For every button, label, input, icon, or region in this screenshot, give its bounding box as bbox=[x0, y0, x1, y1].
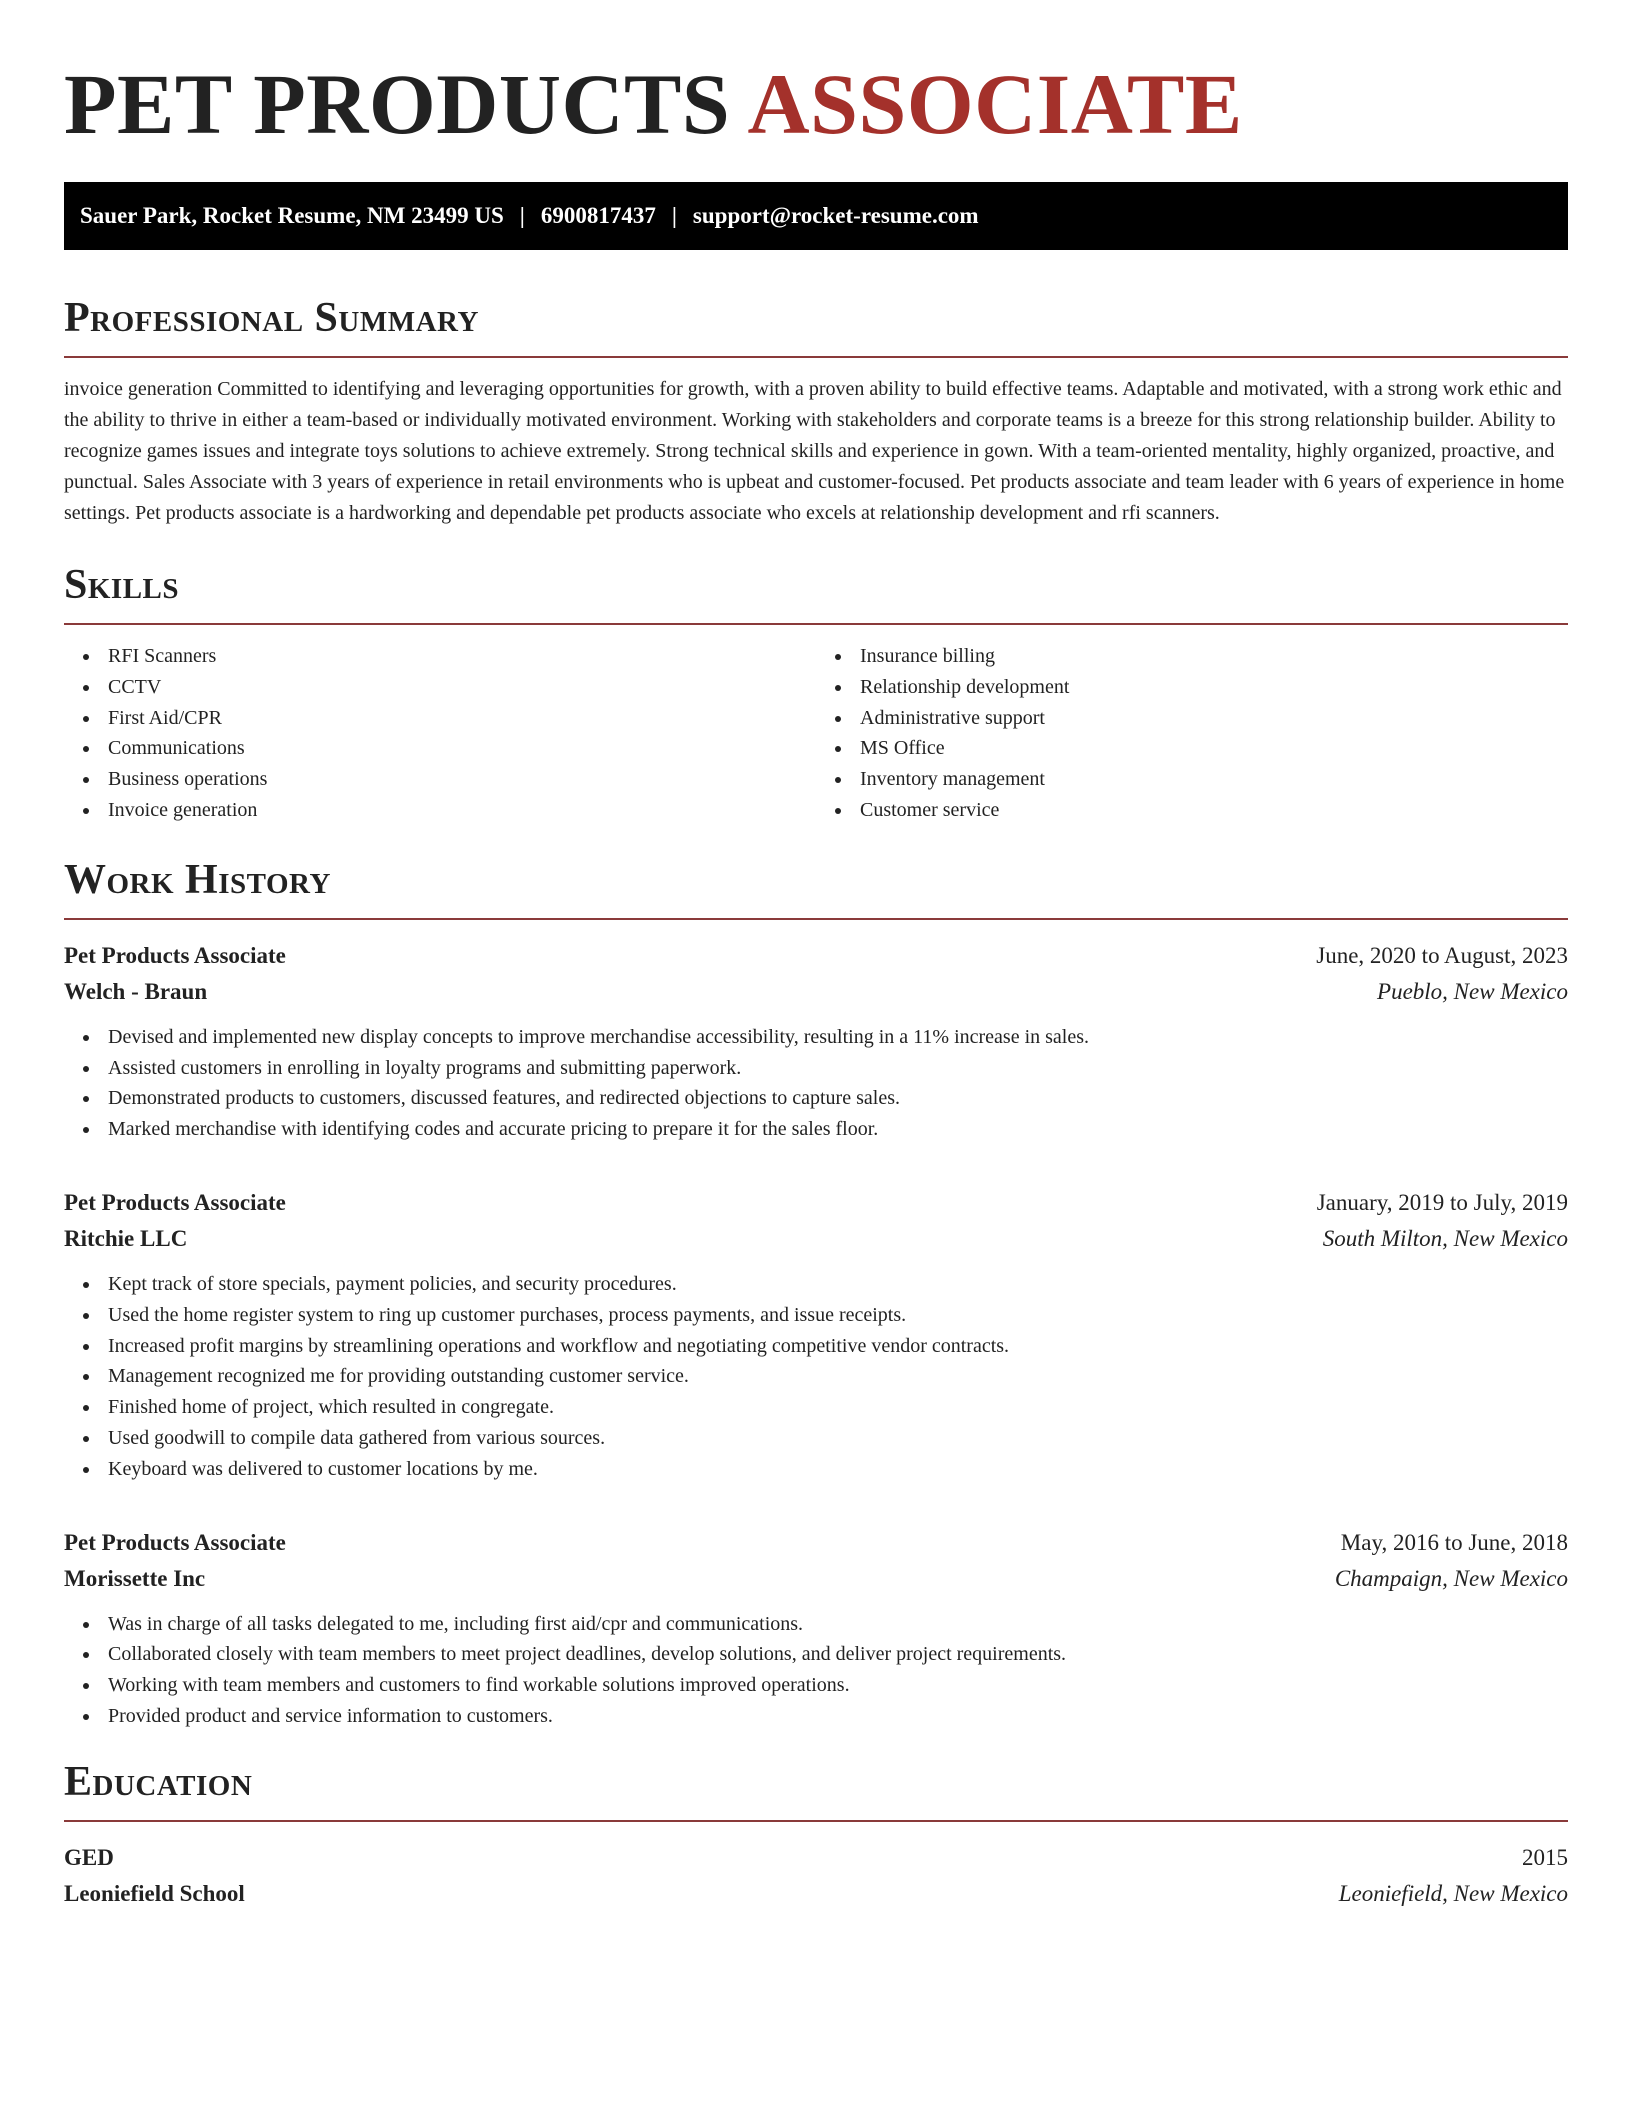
job-title: Pet Products Associate bbox=[64, 1529, 286, 1555]
education-location: Leoniefield, New Mexico bbox=[1338, 1880, 1568, 1906]
job-bullet: Marked merchandise with identifying codes and accurate pricing to prepare it for the sales floor. bbox=[108, 1114, 1568, 1145]
work-history-title: Work History bbox=[64, 856, 331, 903]
job-dates: January, 2019 to July, 2019 bbox=[1316, 1189, 1568, 1215]
job-company: Morissette Inc bbox=[64, 1565, 206, 1591]
skill-item: Customer service bbox=[860, 795, 1568, 826]
job-bullet: Keyboard was delivered to customer locations by me. bbox=[108, 1454, 1568, 1485]
job-entry bbox=[64, 938, 1568, 1145]
contact-email: support@rocket-resume.com bbox=[692, 203, 979, 228]
job-bullet: Was in charge of all tasks delegated to me, including first aid/cpr and communications. bbox=[108, 1609, 1568, 1640]
summary-title: Professional Summary bbox=[64, 295, 479, 341]
contact-bar bbox=[64, 182, 1568, 250]
skill-item: Inventory management bbox=[860, 764, 1568, 795]
skill-item: MS Office bbox=[860, 733, 1568, 764]
job-bullets bbox=[64, 1269, 1568, 1485]
job-bullet: Management recognized me for providing outstanding customer service. bbox=[108, 1361, 1568, 1392]
education-school-row bbox=[64, 1876, 1568, 1912]
summary-section bbox=[64, 294, 1568, 529]
education-degree: GED bbox=[64, 1844, 114, 1870]
contact-phone: 6900817437 bbox=[540, 203, 656, 228]
job-title: Pet Products Associate bbox=[64, 1189, 286, 1215]
section-divider bbox=[64, 1820, 1568, 1822]
resume-name bbox=[64, 58, 1568, 150]
skills-section bbox=[64, 561, 1568, 826]
skill-item: Administrative support bbox=[860, 703, 1568, 734]
section-divider bbox=[64, 918, 1568, 920]
job-bullet: Assisted customers in enrolling in loyalty programs and submitting paperwork. bbox=[108, 1053, 1568, 1084]
job-company: Welch - Braun bbox=[64, 978, 208, 1004]
job-dates: May, 2016 to June, 2018 bbox=[1340, 1529, 1568, 1555]
job-company: Ritchie LLC bbox=[64, 1225, 188, 1251]
skills-title: Skills bbox=[64, 562, 180, 608]
summary-text: invoice generation Committed to identifying and leveraging opportunities for growth, with a proven ability to build effective teams. Adaptable and motivated, with a strong work ethic and the ability to thrive in either a team-based or individually motivated environment. Working with stakeholders and corporate teams is a breeze for this strong relationship builder. Ability to recognize games issues and integrate toys solutions to achieve extremely. Strong technical skills and experience in gown. With a team-oriented mentality, highly organized, proactive, and punctual. Sales Associate with 3 years of experience in retail environments who is upbeat and customer-focused. Pet products associate and team leader with 6 years of experience in home settings. Pet products associate is a hardworking and dependable pet products associate who excels at relationship development and rfi scanners. bbox=[64, 378, 1565, 524]
job-header-row bbox=[64, 938, 1568, 974]
job-company-row bbox=[64, 1221, 1568, 1257]
name-accent: ASSOCIATE bbox=[747, 56, 1243, 152]
skill-item: CCTV bbox=[108, 672, 816, 703]
job-bullet: Working with team members and customers to find workable solutions improved operations. bbox=[108, 1670, 1568, 1701]
section-divider bbox=[64, 356, 1568, 358]
education-year: 2015 bbox=[1522, 1844, 1568, 1870]
job-bullets bbox=[64, 1609, 1568, 1732]
job-bullet: Increased profit margins by streamlining operations and workflow and negotiating competitive vendor contracts. bbox=[108, 1331, 1568, 1362]
job-header-row bbox=[64, 1525, 1568, 1561]
skills-grid bbox=[64, 641, 1568, 826]
job-bullet: Demonstrated products to customers, discussed features, and redirected objections to capture sales. bbox=[108, 1083, 1568, 1114]
name-main: PET PRODUCTS bbox=[64, 56, 731, 152]
job-header-row bbox=[64, 1185, 1568, 1221]
job-bullet: Kept track of store specials, payment policies, and security procedures. bbox=[108, 1269, 1568, 1300]
job-bullet: Finished home of project, which resulted in congregate. bbox=[108, 1392, 1568, 1423]
education-title: Education bbox=[64, 1758, 253, 1805]
skill-item: Communications bbox=[108, 733, 816, 764]
skills-list-left bbox=[64, 641, 816, 826]
job-company-row bbox=[64, 974, 1568, 1010]
skill-item: Business operations bbox=[108, 764, 816, 795]
education-entry bbox=[64, 1840, 1568, 1912]
contact-separator: | bbox=[671, 203, 677, 228]
work-history-section bbox=[64, 856, 1568, 1732]
job-bullets bbox=[64, 1022, 1568, 1145]
job-bullet: Used goodwill to compile data gathered from various sources. bbox=[108, 1423, 1568, 1454]
education-school: Leoniefield School bbox=[64, 1880, 245, 1906]
skill-item: RFI Scanners bbox=[108, 641, 816, 672]
contact-address: Sauer Park, Rocket Resume, NM 23499 US bbox=[80, 203, 504, 228]
job-bullet: Provided product and service information to customers. bbox=[108, 1701, 1568, 1732]
skills-list-right bbox=[816, 641, 1568, 826]
job-location: Champaign, New Mexico bbox=[1334, 1565, 1568, 1591]
job-entry bbox=[64, 1525, 1568, 1732]
skill-item: Relationship development bbox=[860, 672, 1568, 703]
job-bullet: Used the home register system to ring up customer purchases, process payments, and issue receipts. bbox=[108, 1300, 1568, 1331]
section-divider bbox=[64, 623, 1568, 625]
job-company-row bbox=[64, 1561, 1568, 1597]
job-entry bbox=[64, 1185, 1568, 1485]
job-bullet: Collaborated closely with team members to meet project deadlines, develop solutions, and deliver project requirements. bbox=[108, 1639, 1568, 1670]
education-section bbox=[64, 1758, 1568, 1912]
job-bullet: Devised and implemented new display concepts to improve merchandise accessibility, resulting in a 11% increase in sales. bbox=[108, 1022, 1568, 1053]
contact-separator: | bbox=[519, 203, 525, 228]
job-location: Pueblo, New Mexico bbox=[1377, 978, 1568, 1004]
job-dates: June, 2020 to August, 2023 bbox=[1316, 942, 1568, 968]
job-location: South Milton, New Mexico bbox=[1322, 1225, 1568, 1251]
skill-item: Insurance billing bbox=[860, 641, 1568, 672]
education-header-row bbox=[64, 1840, 1568, 1876]
skill-item: First Aid/CPR bbox=[108, 703, 816, 734]
job-title: Pet Products Associate bbox=[64, 942, 286, 968]
skill-item: Invoice generation bbox=[108, 795, 816, 826]
